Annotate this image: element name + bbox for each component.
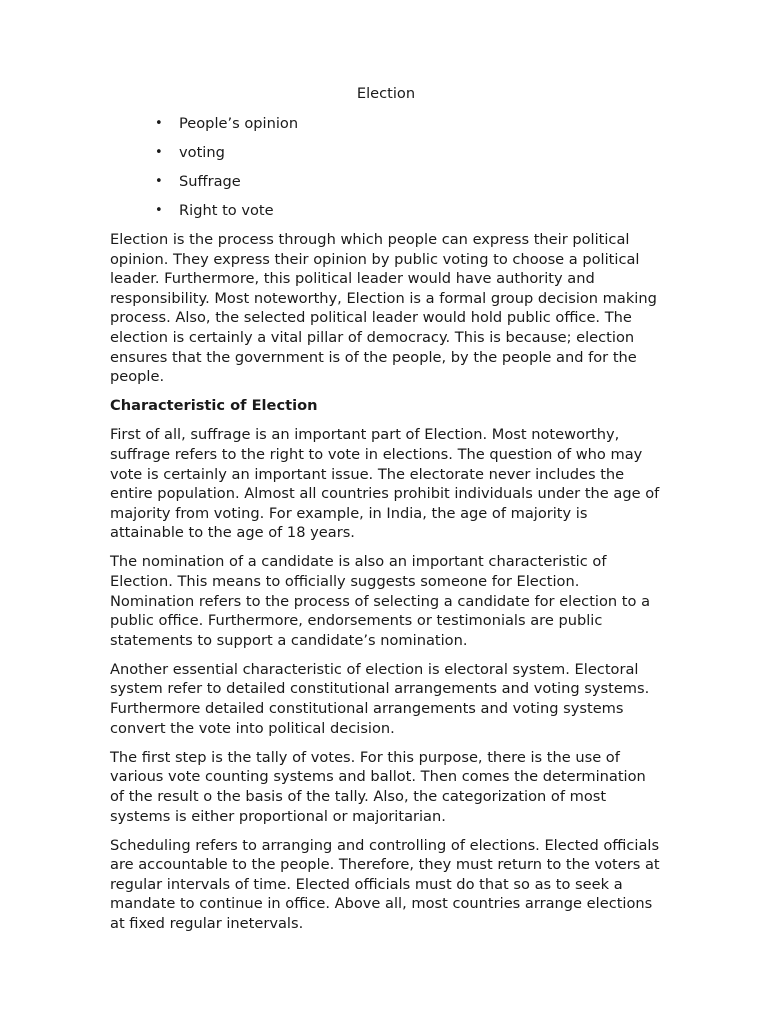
intro-paragraph: Election is the process through which people can express their political opinion. They express their opinion by public voting to choose a political leader. Furthermore, this political leader would have authority and responsibility. Most noteworthy, Election is a formal group decision making process. Also, the selected political leader would hold public office. The election is certainly a vital pillar of democracy. This is because; election ensures that the government is of the people, by the people and for the people. — [110, 230, 657, 386]
bullet-text: voting — [179, 143, 225, 161]
paragraph-nomination: The nomination of a candidate is also an important characteristic of Election. This means to officially suggests someone for Election. Nomination refers to the process of selecting a candidate for election to a public office. Furthermore, endorsements or testimonials are public statements to support a candidate’s nomination. — [110, 553, 651, 649]
bullet-text: Right to vote — [179, 201, 274, 219]
bullet-icon: • — [155, 173, 163, 189]
bullet-list — [110, 114, 662, 221]
paragraph-scheduling: Scheduling refers to arranging and controlling of elections. Elected officials are accountable to the people. Therefore, they must return to the voters at regular intervals of time. Elected officials must do that so as to seek a mandate to continue in office. Above all, most countries arrange elections at fixed regular inetervals. — [110, 836, 660, 932]
section-heading: Characteristic of Election — [110, 397, 318, 415]
bullet-item — [110, 143, 662, 163]
bullet-icon: • — [155, 144, 163, 160]
bullet-text: People’s opinion — [179, 114, 299, 132]
paragraph-suffrage: First of all, suffrage is an important part of Election. Most noteworthy, suffrage refers to the right to vote in elections. The question of who may vote is certainly an important issue. The electorate never includes the entire population. Almost all countries prohibit individuals under the age of majority from voting. For example, in India, the age of majority is attainable to the age of 18 years. — [110, 426, 660, 542]
paragraph-tally: The first step is the tally of votes. For this purpose, there is the use of various vote counting systems and ballot. Then comes the determination of the result o the basis of the tally. Also, the categorization of most systems is either proportional or majoritarian. — [110, 748, 646, 825]
document-page — [110, 84, 662, 943]
bullet-icon: • — [155, 115, 163, 131]
bullet-item — [110, 114, 662, 134]
bullet-text: Suffrage — [179, 172, 241, 190]
bullet-item — [110, 172, 662, 192]
bullet-item — [110, 201, 662, 221]
document-title: Election — [356, 85, 416, 102]
bullet-icon: • — [155, 202, 163, 218]
paragraph-electoral-system: Another essential characteristic of election is electoral system. Electoral system refer to detailed constitutional arrangements and voting systems. Furthermore detailed constitutional arrangements and voting systems convert the vote into political decision. — [110, 660, 650, 737]
